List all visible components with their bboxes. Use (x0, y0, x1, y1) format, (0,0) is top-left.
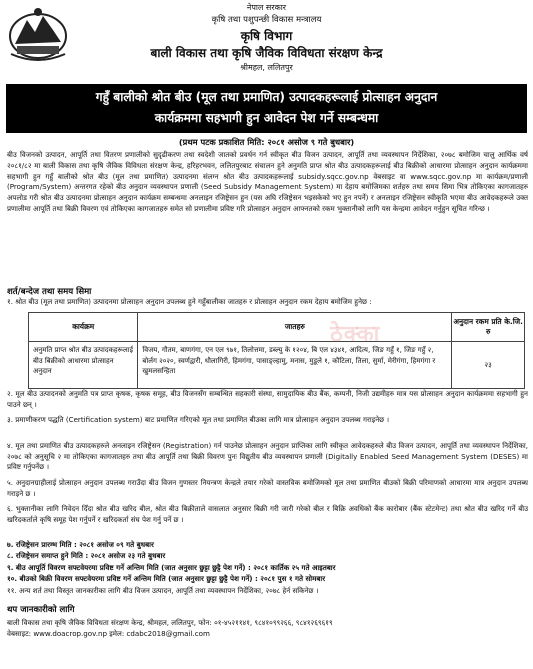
condition-item-11: ११. अन्य शर्त तथा विस्तृत जानकारीका लागि बीउ विजन उत्पादन, आपूर्ति तथा व्यवस्थापन निर्देशिका, २०७८ हेर्न सकिनेछ । (7, 586, 319, 595)
contact-block (7, 618, 528, 639)
condition-item-2: २. मूल बीउ उत्पादनको अनुमति पत्र प्राप्त कृषक, कृषक समूह, बीउ विजनसँग सम्बन्धित सहकारी संस्था, सामुदायिक बीउ बैंक, कम्पनी, निजी उद्यमीहरु मात्र यस प्रोत्साहन अनुदान कार्यक्रममा सहभागी हुन पाउने छन् । (7, 389, 528, 409)
table-cell-varieties: विजय, गौतम, बाणगंगा, एन एल ९७१, तिलोत्तमा, डब्ल्यु के १२०४, बि एल ४३४१, आदित्य, जिङ गहुँ १, जिङ गहुँ २, बोर्लग २०२०, स्वर्णद्वारी, धौलागिरी, हिमगंगा, पासाङ्ल्हामु, मनास, मुडूले १, कौटिला, तिला, सुर्मा, मेरीगंगा, हिमगंगा र खुमलसन्हिता (138, 342, 452, 389)
first-published-date: (प्रथम पटक प्रकाशित मिति: २०८१ असोज ९ गते बुधबार) (178, 137, 355, 147)
title-line-1: गहुँ बालीको श्रोत बीउ (मूल तथा प्रमाणित) उत्पादकहरूलाई प्रोत्साहन अनुदान (95, 90, 438, 104)
condition-item-9: ९. बीउ आपूर्ति विवरण सफ्टवेयरमा प्रविष्ट गर्ने अन्तिम मिति (जात अनुसार छुट्टा छुट्टै पेश गर्ने) : २०८१ कार्तिक २५ गते आइतबार (7, 563, 336, 572)
condition-item-5: ५. अनुदानग्राहीलाई प्रोत्साहन अनुदान उपलब्ध गराउँदा बीउ विजन गुणस्तर नियन्त्रण केन्द्रले तयार गरेको वास्तविक बमोजिमको मूल तथा प्रमाणित बीउको बिक्री परिमाणको आधारमा मात्र अनुदान उपलब्ध गराइने छ । (7, 478, 528, 498)
conditions-heading: शर्त/बन्देज तथा समय सिमा (7, 287, 92, 297)
table-header-rate: अनुदान रकम प्रति के.जि. रु (452, 313, 525, 342)
contact-web-email: वेबसाइट: www.doacrop.gov.np इमेल: cdabc2018@gmail.com (7, 628, 210, 638)
department-name: कृषि विभाग (240, 29, 293, 43)
table-header-program: कार्यक्रम (29, 313, 138, 342)
place-name: श्रीमहल, ललितपुर (240, 63, 293, 72)
intro-paragraph: बीउ विजनको उत्पादन, आपूर्ति तथा वितरण प्रणालीको सुदृढीकरण तथा स्वदेशी जातको प्रवर्धन गर्न स्वीकृत बीउ विजन उत्पादन, आपूर्ति तथा व्यवस्थापन निर्देशिका, २०७८ बमोजिम चालु आर्थिक वर्ष २०८१/८२ मा बाली विकास तथा कृषि जैविक विविधता संरक्षण केन्द्र, हरिहरभवन, ललितपुरबाट संचालन हुने अनुमति प्राप्त श्रोत बीउ उत्पादकहरूलाई बीउ बिक्रीको आधारमा प्रोत्साहन अनुदान कार्यक्रममा सहभागी हुन गहुँ बालीको श्रोत बीउ (मूल तथा प्रमाणित) उत्पादनमा संलग्न श्रोत बीउ उत्पादकहरूलाई subsidy.sqcc.gov.np वेबसाइट वा www.sqcc.gov.np मा कार्यक्रम/प्रणाली (Program/System) अन्तरगत रहेको बीउ अनुदान व्यवस्थापन प्रणाली (Seed Subsidy Management System) मा देहाय बमोजिमका शर्तहरु तथा समय सिमा भित्र तोकिएका कागजातहरु अपलोड गरी श्रोत बीउ उत्पादनमा प्रोत्साहन अनुदान कार्यक्रम सम्बन्धमा अनलाइन रजिष्ट्रेसन हुन (यस अघि रजिष्ट्रेसन भइसकेको भए हुन नपर्ने) र अनलाइन रजिष्ट्रेसन स्वीकृति भएमा बीउ आवेदकहरूले उक्त प्रणालीमा आपूर्ति तथा बिक्री विवरण एवं तोकिएका कागजातहरु समेत सो प्रणालीमा प्रविष्ट गरि प्रोत्साहन अनुदान आफ्नतको रकम भुक्तानीको लागि यस केन्द्रमा आवेदन गर्नुहुन सूचित गरिन्छ । (7, 150, 528, 213)
watermark-logo: ठेक्का (330, 322, 381, 347)
condition-item-6: ६. भुक्तानीका लागि निवेदन दिँदा श्रोत बीउ खरिद बील, श्रोत बीउ बिक्रीताले वासलात अनुसार बिक्री गरी जारी गरेको बील र बिक्रि अवधिको बैंक कारोबार (बैंक स्टेटमेन्ट) तथा श्रोत बीउ खरिद गर्ने बीउ खरिदकर्ताले कृषि समूह पेश गर्नुपर्ने र खरिदकर्ता संघ पेश गर्नु पर्ने छ । (7, 504, 528, 524)
ministry-name: कृषि तथा पशुपन्छी विकास मन्त्रालय (211, 15, 322, 25)
condition-item-1: १. श्रोत बीउ (मूल तथा प्रमाणित) उत्पादनमा प्रोत्साहन अनुदान उपलब्ध हुने गहुँबालीका जातहरु र प्रोत्साहन अनुदान रकम देहाय बमोजिम हुनेछ : (7, 297, 372, 306)
table-cell-program: अनुमति प्राप्त श्रोत बीउ उत्पादकहरूलाई बीउ बिक्रीको आधारमा प्रोत्साहन अनुदान (29, 342, 138, 389)
title-line-2: कार्यक्रममा सहभागी हुन आवेदन पेश गर्ने सम्बन्धमा (154, 111, 379, 125)
table-row (29, 342, 525, 389)
contact-heading: थप जानकारीको लागि (7, 605, 75, 615)
condition-item-7: ७. रजिष्ट्रेसन प्रारम्भ मिति : २०८१ असोज ०९ गते बुधबार (7, 540, 154, 549)
contact-address-phone: बाली विकास तथा कृषि जैविक विविधता संरक्षण केन्द्र, श्रीमहल, ललितपुर, फोन: ०१-४५२११४१, ९८४१०९९२६६, ९८४१२६९६१९ (7, 618, 333, 627)
condition-item-4: ४. मूल तथा प्रमाणित बीउ उत्पादकहरुले अनलाइन रजिष्ट्रेसन (Registration) गर्न पाउनेछ प्रोत्साहन अनुदान प्राप्तिका लागि स्वीकृत आवेदकहरुले बीउ विजन उत्पादन, आपूर्ति तथा व्यवस्थापन निर्देशिका, २०७८ को अनुसूचि २ मा तोकिएका कागजातहरु तथा बीउ आपूर्ति तथा बिक्री विवरण पुनः विद्युतीय बीउ व्यवस्थापन प्रणाली (Digitally Enabled Seed Management System (DESES) मा प्रविष्ट गर्नुपर्नेछ । (7, 441, 528, 471)
condition-item-10: १०. बीउको बिक्री विवरण सफ्टवेयरमा प्रविष्ट गर्ने अन्तिम मिति (जात अनुसार छुट्टा छुट्टै पेश गर्ने) : २०८१ पुस १ गते सोमबार (7, 574, 326, 583)
condition-item-8: ८. रजिष्ट्रेसन समाप्त हुने मिति : २०८१ असोज २३ गते बुधबार (7, 551, 166, 560)
government-name: नेपाल सरकार (246, 3, 287, 12)
condition-item-3: ३. प्रमाणीकरण पद्धति (Certification system) बाट प्रमाणित गरिएको मूल तथा प्रमाणित बीउका लागि मात्र प्रोत्साहन अनुदान उपलब्ध गराइनेछ । (7, 415, 390, 424)
center-name: बाली विकास तथा कृषि जैविक विविधता संरक्षण केन्द्र (150, 46, 383, 60)
subsidy-table (28, 312, 525, 389)
title-banner (6, 84, 527, 133)
table-cell-rate: २३ (452, 342, 525, 389)
table-header-varieties: जातहरु (138, 313, 452, 342)
header (0, 0, 533, 90)
